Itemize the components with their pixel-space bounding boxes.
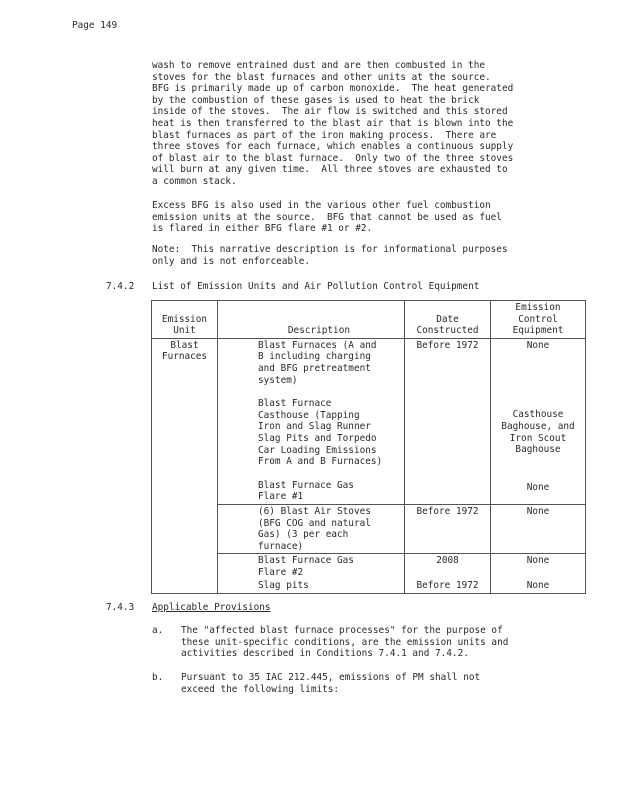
- control-cell: None: [491, 504, 586, 553]
- section-number-7-4-2: 7.4.2: [106, 281, 135, 292]
- unit-name-cell: Blast Furnaces: [152, 338, 218, 593]
- description-cell: Blast Furnace Gas Flare #2: [218, 554, 405, 580]
- header-emission-unit: Emission Unit: [152, 301, 218, 339]
- table-row: [152, 338, 586, 504]
- narrative-paragraph-stoves: wash to remove entrained dust and are then combusted in the stoves for the blast furnaces and other units at the source. BFG is primarily made up of carbon monoxide. The heat generated by the combustion of these gases is used to heat the brick inside of the stoves. The air flow is switched and this stored heat is then transferred to the blast air that is blown into the blast furnaces as part of the iron making process. There are three stoves for each furnace, which enables a continuous supply of blast air to the blast furnace. Only two of the three stoves will burn at any given time. All three stoves are exhausted to a common stack.: [152, 60, 514, 187]
- date-cell: Before 1972: [405, 579, 491, 593]
- date-cell: Before 1972: [405, 338, 491, 504]
- table-header-row: [152, 301, 586, 339]
- narrative-paragraph-excess-bfg: Excess BFG is also used in the various other fuel combustion emission units at the source. BFG that cannot be used as fuel is flared in either BFG flare #1 or #2.: [152, 200, 502, 235]
- section-title-7-4-3: Applicable Provisions: [152, 602, 271, 613]
- control-cell: None: [491, 554, 586, 580]
- header-emission-control-equipment: Emission Control Equipment: [491, 301, 586, 339]
- date-cell: Before 1972: [405, 504, 491, 553]
- narrative-note: Note: This narrative description is for informational purposes only and is not enforceable.: [152, 244, 508, 267]
- table-row: [152, 579, 586, 593]
- provision-text: The "affected blast furnace processes" for the purpose of these unit-specific conditions, are the emission units and activities described in Conditions 7.4.1 and 7.4.2.: [181, 625, 509, 660]
- description-cell: (6) Blast Air Stoves (BFG COG and natural Gas) (3 per each furnace): [218, 504, 405, 553]
- emission-units-table: [151, 300, 586, 594]
- section-number-7-4-3: 7.4.3: [106, 602, 135, 613]
- provision-letter: a.: [152, 625, 164, 636]
- date-cell: 2008: [405, 554, 491, 580]
- description-cell: Slag pits: [218, 579, 405, 593]
- provision-text: Pursuant to 35 IAC 212.445, emissions of PM shall not exceed the following limits:: [181, 672, 481, 695]
- header-date-constructed: Date Constructed: [405, 301, 491, 339]
- section-title-7-4-2: List of Emission Units and Air Pollution Control Equipment: [152, 281, 480, 292]
- table-row: [152, 504, 586, 553]
- control-cell: None Casthouse Baghouse, and Iron Scout Baghouse None: [491, 338, 586, 504]
- description-cell: Blast Furnaces (A and B including charging and BFG pretreatment system) Blast Furnace Casthouse (Tapping Iron and Slag Runner Slag Pits and Torpedo Car Loading Emissions From A and B Furnaces) Blast Furnace Gas Flare #1: [218, 338, 405, 504]
- table-row: [152, 554, 586, 580]
- provision-letter: b.: [152, 672, 164, 683]
- header-description: Description: [218, 301, 405, 339]
- page-header: Page 149: [72, 20, 118, 31]
- control-cell: None: [491, 579, 586, 593]
